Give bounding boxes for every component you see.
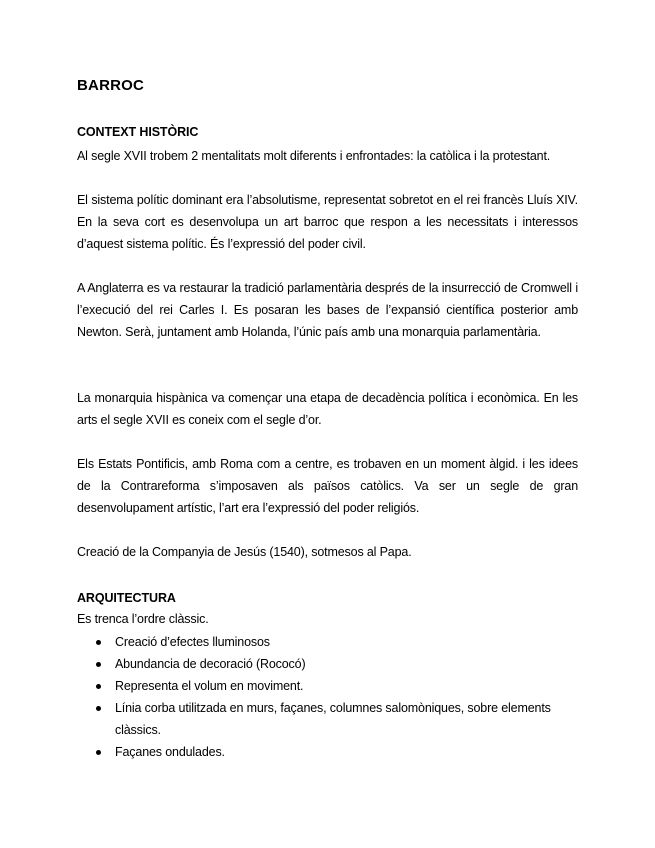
- section-heading-context: CONTEXT HISTÒRIC: [77, 125, 199, 139]
- context-paragraph-papal-states: Els Estats Pontificis, amb Roma com a centre, es trobaven en un moment àlgid. i les idees de la Contrareforma s’imposaven als països catòlics. Va ser un segle de gran desenvolupament artístic, l’art era l’expressió del poder religiós.: [77, 457, 578, 515]
- bullet-dot-icon: [96, 662, 101, 667]
- context-paragraph-absolutism: El sistema polític dominant era l’absolutisme, representat sobretot en el rei francès Lluís XIV. En la seva cort es desenvolupa un art barroc que respon a les necessitats i interessos d’aquest sistema polític. És l’expressió del poder civil.: [77, 193, 578, 251]
- list-item: Creació d’efectes lluminosos: [77, 631, 578, 653]
- context-paragraph-hispanic: La monarquia hispànica va començar una etapa de decadència política i econòmica. En les arts el segle XVII es coneix com el segle d’or.: [77, 391, 578, 427]
- context-paragraph-england: A Anglaterra es va restaurar la tradició parlamentària després de la insurrecció de Cromwell i l’execució del rei Carles I. Es posaran les bases de l’expansió científica posterior amb Newton. Serà, juntament amb Holanda, l’únic país amb una monarquia parlamentària.: [77, 281, 578, 339]
- bullet-dot-icon: [96, 706, 101, 711]
- context-paragraph-jesuits: Creació de la Companyia de Jesús (1540), sotmesos al Papa.: [77, 545, 412, 559]
- bullet-dot-icon: [96, 684, 101, 689]
- bullet-dot-icon: [96, 640, 101, 645]
- list-item: Abundancia de decoració (Rococó): [77, 653, 578, 675]
- section-heading-architecture: ARQUITECTURA: [77, 591, 176, 605]
- list-item: Línia corba utilitzada en murs, façanes, columnes salomòniques, sobre elements clàssics.: [77, 697, 578, 741]
- bullet-dot-icon: [96, 750, 101, 755]
- architecture-intro: Es trenca l’ordre clàssic.: [77, 612, 209, 626]
- list-item: Façanes ondulades.: [77, 741, 578, 763]
- document-title: BARROC: [77, 77, 145, 94]
- architecture-bullet-list: [77, 631, 578, 763]
- context-intro: Al segle XVII trobem 2 mentalitats molt diferents i enfrontades: la catòlica i la protestant.: [77, 149, 551, 163]
- list-item: Representa el volum en moviment.: [77, 675, 578, 697]
